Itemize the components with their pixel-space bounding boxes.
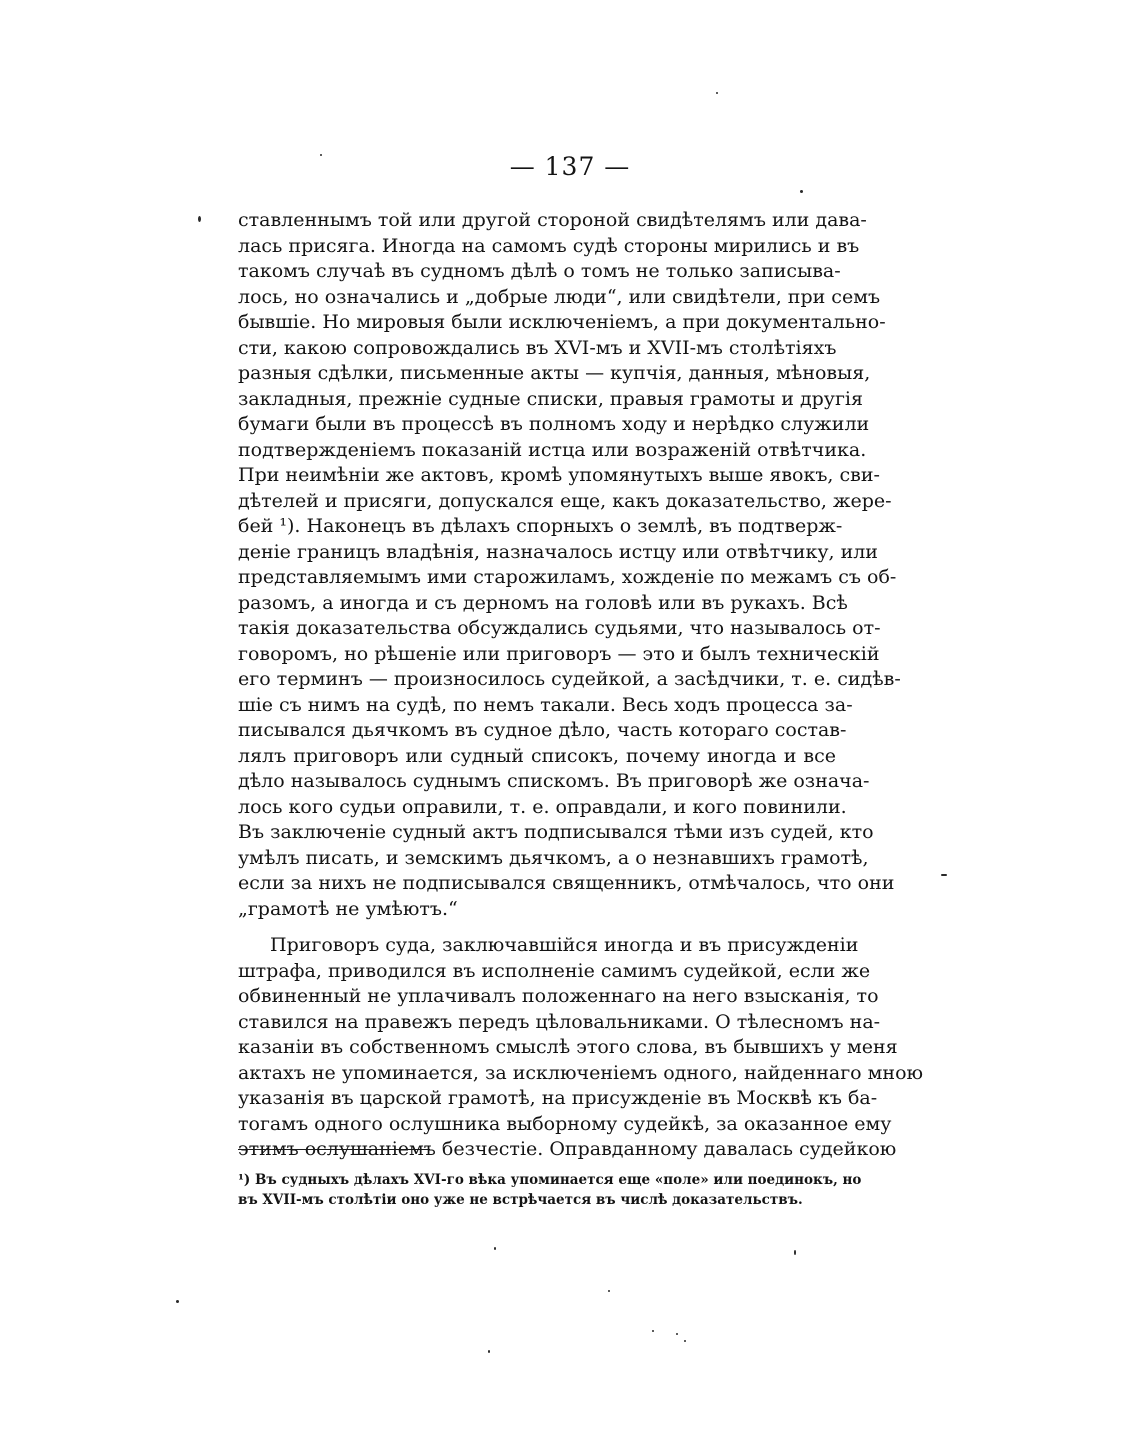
text-line: лось кого судьи оправили, т. е. оправдали, и кого повинили. (238, 795, 847, 818)
text-line: писывался дьячкомъ въ судное дѣло, часть котораго состав- (238, 719, 847, 741)
text-line: разныя сдѣлки, письменные акты — купчія, данныя, мѣновыя, (238, 362, 871, 384)
text-line: При неимѣніи же актовъ, кромѣ упомянутыхъ выше явокъ, сви- (238, 464, 880, 486)
scan-speck (941, 874, 947, 876)
text-line: этимъ ослушаніемъ безчестіе. Оправданному давалась судейкою (238, 1138, 897, 1160)
text-line: дѣтелей и присяги, допускался еще, какъ доказательство, жере- (238, 489, 892, 512)
text-line: закладныя, прежніе судные списки, правыя грамоты и другія (238, 387, 863, 410)
text-line: ставленнымъ той или другой стороной свидѣтелямъ или дава- (238, 209, 867, 231)
text-line: говоромъ, но рѣшеніе или приговоръ — это и былъ техническій (238, 642, 880, 665)
text-line: деніе границъ владѣнія, назначалось истцу или отвѣтчику, или (238, 540, 878, 563)
paragraph-gap (238, 922, 836, 933)
scan-speck (608, 1290, 610, 1292)
footnote-divider (238, 1149, 430, 1150)
text-line: представляемымъ ими старожиламъ, хожденіе по межамъ съ об- (238, 566, 897, 588)
text-line: сти, какою сопровождались въ XVI-мъ и XVII-мъ столѣтіяхъ (238, 336, 837, 359)
text-line: Въ заключеніе судный актъ подписывался тѣми изъ судей, кто (238, 821, 874, 843)
scan-speck (652, 1330, 654, 1332)
scan-speck (716, 92, 718, 94)
text-line: такомъ случаѣ въ судномъ дѣлѣ о томъ не только записыва- (238, 260, 841, 282)
text-line: умѣлъ писать, и земскимъ дьячкомъ, а о незнавшихъ грамотѣ, (238, 846, 869, 869)
text-line: если за нихъ не подписывался священникъ, отмѣчалось, что они (238, 872, 895, 894)
text-line: такія доказательства обсуждались судьями, что называлось от- (238, 617, 881, 639)
text-line: ставился на правежъ передъ цѣловальниками. О тѣлесномъ на- (238, 1010, 881, 1033)
text-line: лась присяга. Иногда на самомъ судѣ стороны мирились и въ (238, 234, 860, 257)
text-line: его терминъ — произносилось судейкой, а засѣдчики, т. е. сидѣв- (238, 668, 901, 690)
text-line: Приговоръ суда, заключавшійся иногда и въ присужденіи (270, 934, 859, 956)
text-line: подтвержденіемъ показаній истца или возраженій отвѣтчика. (238, 438, 867, 461)
footnote-line: ¹) Въ судныхъ дѣлахъ XVI-го вѣка упоминается еще «поле» или поединокъ, но (238, 1172, 862, 1188)
text-line: „грамотѣ не умѣютъ.“ (238, 897, 458, 920)
text-line: лось, но означались и „добрые люди“, или свидѣтели, при семъ (238, 285, 881, 308)
text-line: разомъ, а иногда и съ дерномъ на головѣ или въ рукахъ. Всѣ (238, 591, 848, 614)
paragraph-1 (238, 208, 901, 922)
main-text (238, 208, 924, 1163)
footnotes (238, 1170, 862, 1210)
text-line: актахъ не упоминается, за исключеніемъ одного, найденнаго мною (238, 1061, 924, 1084)
text-line: указанія въ царской грамотѣ, на присужденіе въ Москвѣ къ ба- (238, 1087, 878, 1109)
text-line: бей ¹). Наконецъ въ дѣлахъ спорныхъ о землѣ, въ подтверж- (238, 515, 843, 537)
scan-speck (320, 154, 322, 156)
text-line: бывшіе. Но мировыя были исключеніемъ, а при документально- (238, 311, 886, 333)
scan-speck (494, 1247, 496, 1250)
text-line: штрафа, приводился въ исполненіе самимъ судейкой, если же (238, 959, 871, 982)
page-number: — 137 — (509, 152, 631, 181)
scan-speck (794, 1250, 796, 1255)
footnote-line: въ XVII-мъ столѣтіи оно уже не встрѣчается въ числѣ доказательствъ. (238, 1192, 803, 1208)
scan-speck (176, 1300, 179, 1303)
text-line: тогамъ одного ослушника выборному судейкѣ, за оказанное ему (238, 1112, 892, 1135)
text-line: бумаги были въ процессѣ въ полномъ ходу и нерѣдко служили (238, 413, 870, 435)
text-line: дѣло называлось суднымъ спискомъ. Въ приговорѣ же означа- (238, 770, 870, 792)
scan-speck (684, 1340, 686, 1342)
text-line: шіе съ нимъ на судѣ, по немъ такали. Весь ходъ процесса за- (238, 693, 853, 716)
scan-speck (676, 1333, 678, 1335)
scan-speck (198, 216, 201, 222)
text-line: обвиненный не уплачивалъ положеннаго на него взысканія, то (238, 985, 879, 1007)
paragraph-2 (238, 933, 924, 1163)
text-line: лялъ приговоръ или судный списокъ, почему иногда и все (238, 744, 836, 767)
scan-speck (488, 1350, 490, 1353)
text-line: казаніи въ собственномъ смыслѣ этого слова, въ бывшихъ у меня (238, 1036, 898, 1058)
scan-speck (800, 190, 803, 193)
